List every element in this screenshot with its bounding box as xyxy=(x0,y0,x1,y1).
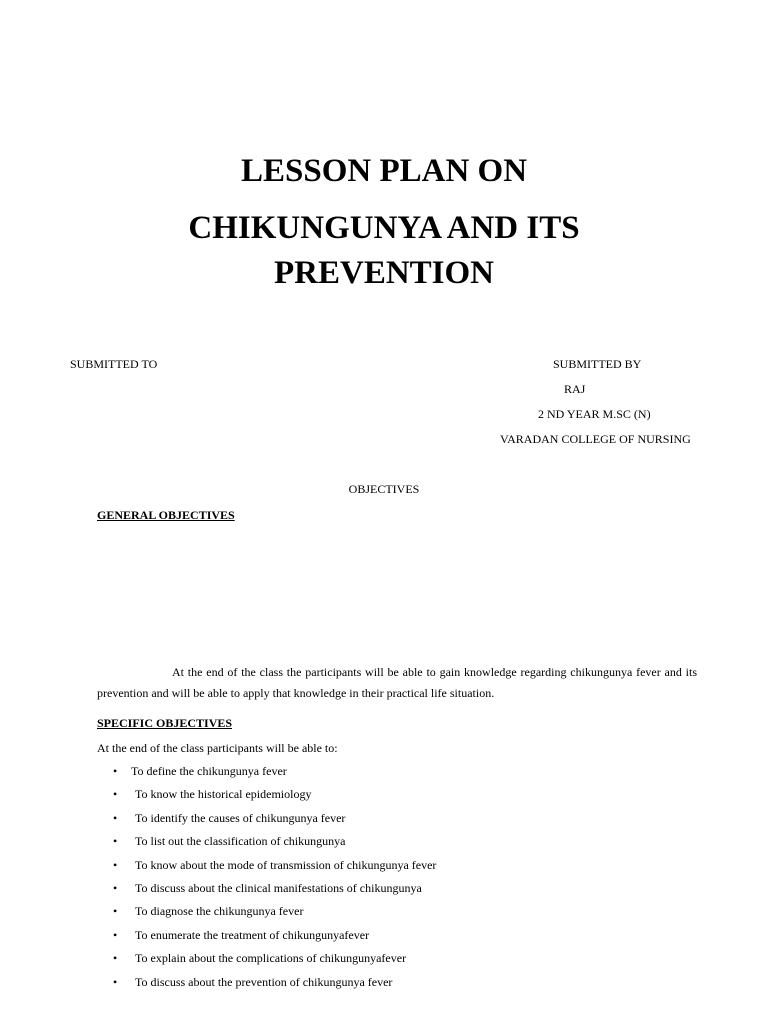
bullet-icon: • xyxy=(113,857,118,872)
submitted-to-label: SUBMITTED TO xyxy=(70,357,158,371)
document-title-line-2: CHIKUNGUNYA AND ITS xyxy=(188,210,580,246)
list-item xyxy=(113,764,673,787)
list-item xyxy=(113,904,673,927)
list-item-text: To know the historical epidemiology xyxy=(135,787,312,802)
bullet-icon: • xyxy=(113,904,118,919)
list-item xyxy=(113,951,673,974)
bullet-icon: • xyxy=(113,927,118,942)
list-item xyxy=(113,975,673,998)
bullet-icon: • xyxy=(113,951,118,966)
bullet-icon: • xyxy=(113,880,118,895)
bullet-icon: • xyxy=(113,834,118,849)
general-objectives-paragraph: At the end of the class the participants will be able to gain knowledge regarding chikungunya fever and its prevention and will be able to apply that knowledge in their practical life situation. xyxy=(97,665,697,700)
submitter-year: 2 ND YEAR M.SC (N) xyxy=(538,407,651,421)
list-item xyxy=(113,811,673,834)
list-item-text: To explain about the complications of chikungunyafever xyxy=(135,951,407,966)
list-item xyxy=(113,881,673,904)
document-title-line-3: PREVENTION xyxy=(273,255,495,291)
list-item xyxy=(113,858,673,881)
list-item-text: To discuss about the clinical manifestations of chikungunya xyxy=(135,880,422,895)
list-item-text: To discuss about the prevention of chikungunya fever xyxy=(135,974,393,989)
bullet-icon: • xyxy=(113,974,118,989)
bullet-icon: • xyxy=(113,787,118,802)
specific-objectives-list xyxy=(113,764,673,998)
list-item-text: To list out the classification of chikungunya xyxy=(135,834,346,849)
submitted-by-label: SUBMITTED BY xyxy=(553,357,642,371)
bullet-icon: • xyxy=(113,810,118,825)
list-item xyxy=(113,928,673,951)
list-item-text: To identify the causes of chikungunya fever xyxy=(135,810,346,825)
list-item xyxy=(113,834,673,857)
list-item-text: To diagnose the chikungunya fever xyxy=(135,904,304,919)
bullet-icon: • xyxy=(113,764,118,778)
list-item-text: To enumerate the treatment of chikungunyafever xyxy=(135,927,370,942)
submitter-name: RAJ xyxy=(564,382,586,396)
specific-objectives-intro: At the end of the class participants will be able to: xyxy=(97,741,338,755)
document-title-line-1: LESSON PLAN ON xyxy=(240,153,528,189)
specific-objectives-heading: SPECIFIC OBJECTIVES xyxy=(97,716,233,730)
list-item xyxy=(113,787,673,810)
list-item-text: To know about the mode of transmission of chikungunya fever xyxy=(135,857,437,872)
objectives-heading: OBJECTIVES xyxy=(348,482,420,496)
list-item-text: To define the chikungunya fever xyxy=(131,764,287,778)
general-objectives-heading: GENERAL OBJECTIVES xyxy=(97,508,235,522)
submitter-college: VARADAN COLLEGE OF NURSING xyxy=(500,432,691,446)
